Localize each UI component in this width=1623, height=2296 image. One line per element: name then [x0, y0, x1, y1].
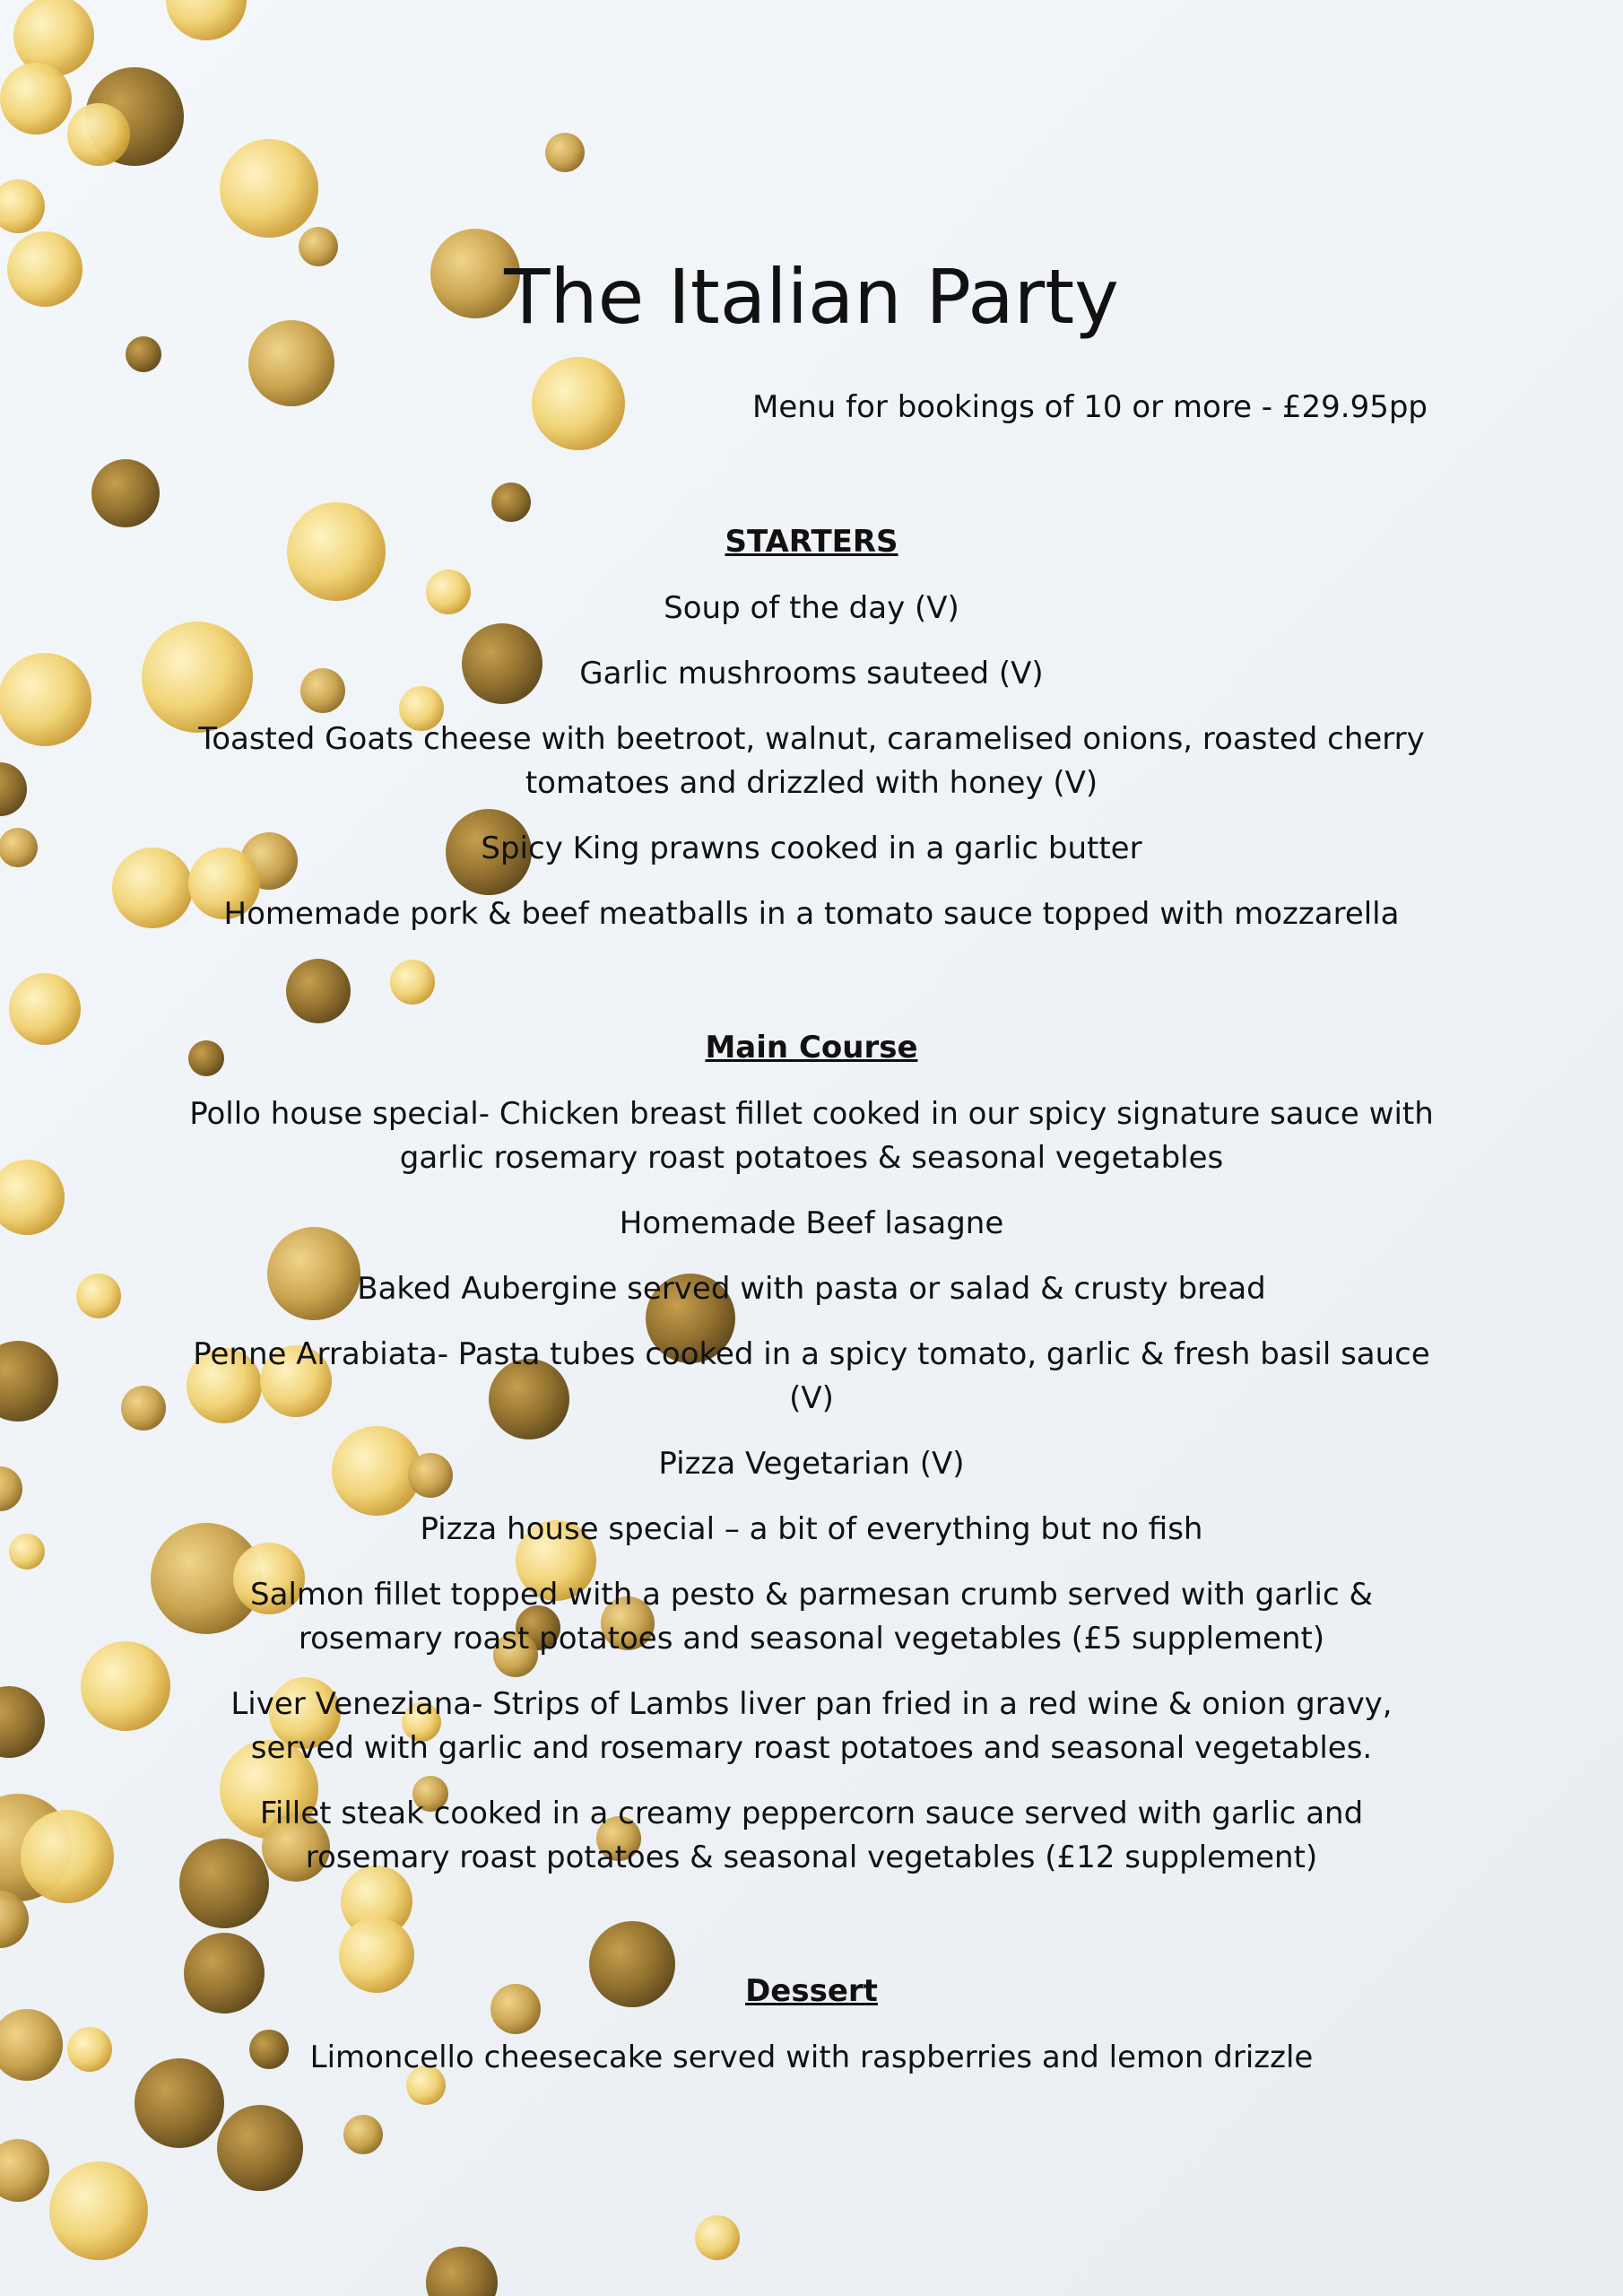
- menu-item: Soup of the day (V): [664, 590, 959, 626]
- menu-item: Liver Veneziana- Strips of Lambs liver pan fried in a red wine & onion gravy, served with garlic and rosemary roast potatoes and seasonal vegetables.: [230, 1686, 1393, 1766]
- dessert-section: [184, 1970, 1439, 2080]
- section-heading: Main Course: [705, 1030, 918, 1065]
- page-title: The Italian Party: [504, 253, 1119, 342]
- menu-item: Garlic mushrooms sauteed (V): [579, 656, 1044, 691]
- main-course-section: [184, 1026, 1439, 1880]
- menu-item: Homemade pork & beef meatballs in a tomato sauce topped with mozzarella: [223, 896, 1400, 932]
- menu-item: Homemade Beef lasagne: [619, 1205, 1004, 1241]
- menu-item: Pizza Vegetarian (V): [658, 1446, 965, 1482]
- menu-item: Fillet steak cooked in a creamy peppercorn sauce served with garlic and rosemary roast potatoes & seasonal vegetables (£12 supplement): [259, 1796, 1364, 1875]
- menu-item: Salmon fillet topped with a pesto & parmesan crumb served with garlic & rosemary roast potatoes and seasonal vegetables (£5 supplement): [250, 1577, 1373, 1657]
- menu-sections: [184, 520, 1439, 2170]
- menu-item: Pizza house special – a bit of everything but no fish: [420, 1511, 1203, 1547]
- section-heading: Dessert: [745, 1973, 878, 2009]
- menu-item: Spicy King prawns cooked in a garlic butter: [481, 831, 1142, 866]
- menu-item: Pollo house special- Chicken breast fillet cooked in our spicy signature sauce with garlic rosemary roast potatoes & seasonal vegetables: [189, 1096, 1434, 1176]
- price-subtitle: Menu for bookings of 10 or more - £29.95pp: [751, 389, 1428, 425]
- section-heading: STARTERS: [725, 524, 898, 560]
- menu-item: Baked Aubergine served with pasta or salad & crusty bread: [357, 1271, 1266, 1307]
- starters-section: [184, 520, 1439, 936]
- menu-item: Limoncello cheesecake served with raspberries and lemon drizzle: [309, 2039, 1314, 2075]
- menu-item: Penne Arrabiata- Pasta tubes cooked in a spicy tomato, garlic & fresh basil sauce (V): [193, 1336, 1430, 1416]
- menu-item: Toasted Goats cheese with beetroot, walnut, caramelised onions, roasted cherry tomatoes and drizzled with honey (V): [198, 721, 1425, 801]
